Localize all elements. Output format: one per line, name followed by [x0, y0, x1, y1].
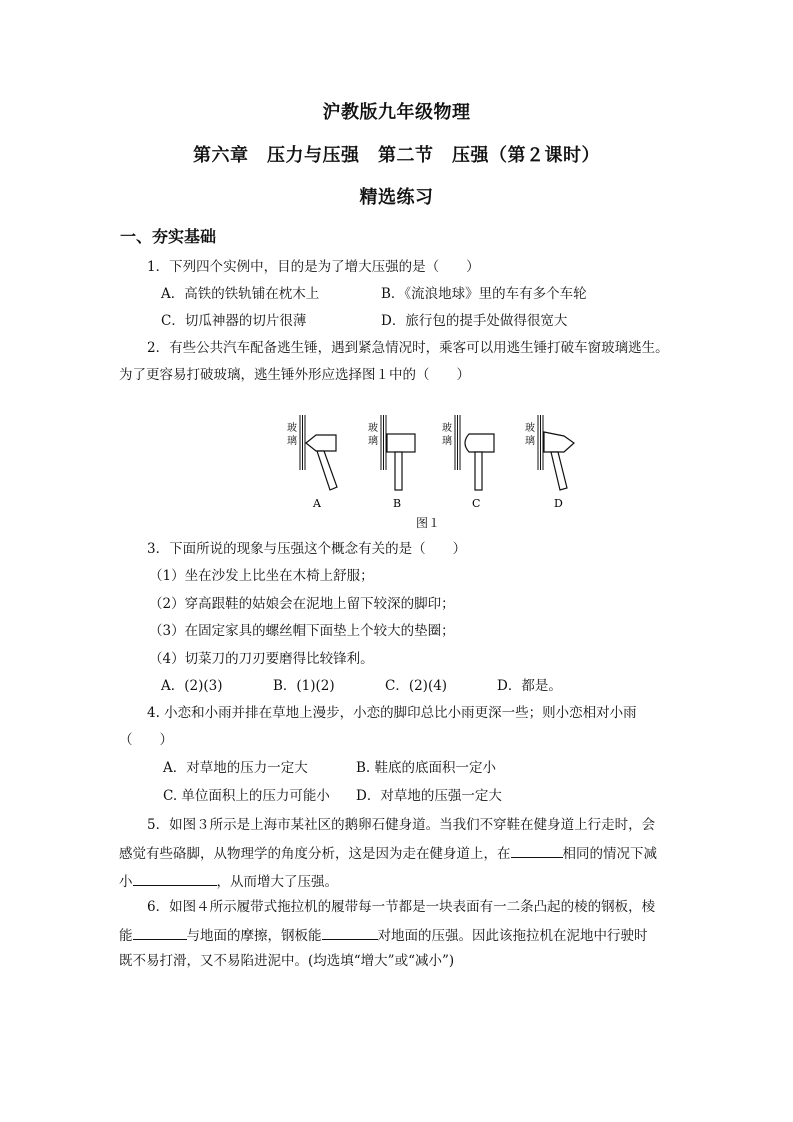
q6-line-2	[119, 925, 648, 945]
q4-option-b: B. 鞋底的底面积一定小	[356, 760, 497, 776]
q5-line-1: 5．如图３所示是上海市某社区的鹅卵石健身道。当我们不穿鞋在健身道上行走时，会	[147, 817, 656, 833]
glass-label-char-1: 玻	[287, 423, 297, 434]
q6-line-2-text-a: 能	[119, 928, 133, 944]
q4-option-a: A．对草地的压力一定大	[163, 760, 308, 776]
q3-option-b: B．(1)(2)	[273, 678, 335, 694]
q6-line-1: 6．如图４所示履带式拖拉机的履带每一节都是一块表面有一二条凸起的棱的钢板，棱	[147, 899, 656, 915]
glass-label-char-2: 璃	[287, 436, 297, 447]
q2-line-1: 2．有些公共汽车配备逃生锤，遇到紧急情况时，乘客可以用逃生锤打破车窗玻璃逃生。	[147, 340, 669, 356]
q3-option-d: D．都是。	[497, 678, 562, 694]
glass-label-char-2: 璃	[368, 436, 378, 447]
document-title: 沪教版九年级物理	[322, 102, 471, 123]
q5-line-3-text-b: ，从而增大了压强。	[216, 874, 338, 890]
option-label-b: B	[393, 497, 402, 510]
q1-stem: 1．下列四个实例中，目的是为了增大压强的是（ ）	[147, 259, 480, 275]
hammer-a-figure	[287, 415, 337, 510]
q3-item-3: （3）在固定家具的螺丝帽下面垫上个较大的垫圈；	[149, 623, 455, 639]
q5-line-2	[119, 843, 657, 863]
option-label-d: D	[554, 497, 563, 510]
q1-option-a: A．高铁的铁轨铺在枕木上	[161, 286, 320, 302]
q5-line-3	[119, 871, 338, 891]
chapter-title: 第六章 压力与压强 第二节 压强（第２课时）	[193, 145, 600, 166]
exercise-title: 精选练习	[359, 187, 434, 208]
q6-blank-1[interactable]	[133, 925, 187, 940]
q5-line-2-text-a: 感觉有些硌脚，从物理学的角度分析，这是因为走在健身道上，在	[119, 846, 511, 862]
q1-option-d: D．旅行包的提手处做得很宽大	[381, 313, 568, 329]
hammer-c-figure	[442, 415, 494, 510]
q4-line-2: （ ）	[119, 732, 173, 748]
glass-label-char-1: 玻	[525, 423, 535, 434]
option-label-c: C	[472, 497, 481, 510]
q3-stem: 3．下面所说的现象与压强这个概念有关的是（ ）	[147, 541, 467, 557]
q3-option-a: A．(2)(3)	[161, 678, 223, 694]
section-heading: 一、夯实基础	[120, 227, 217, 246]
figure-1-caption: 图１	[416, 516, 441, 530]
q6-line-2-text-c: 对地面的压强。因此该拖拉机在泥地中行驶时	[377, 928, 648, 944]
q5-line-2-text-b: 相同的情况下减	[562, 846, 657, 862]
q1-option-c: C．切瓜神器的切片很薄	[161, 313, 307, 329]
q5-line-3-text-a: 小	[119, 874, 133, 890]
q4-option-d: D．对草地的压强一定大	[356, 788, 502, 804]
glass-label-char-1: 玻	[442, 423, 452, 434]
option-label-a: A	[313, 497, 321, 510]
q3-option-c: C．(2)(4)	[385, 678, 448, 694]
hammer-d-figure	[525, 415, 574, 510]
q2-line-2: 为了更容易打破玻璃，逃生锤外形应选择图１中的（ ）	[119, 367, 470, 383]
q4-option-c: C. 单位面积上的压力可能小	[163, 788, 330, 804]
q3-item-2: （2）穿高跟鞋的姑娘会在泥地上留下较深的脚印；	[149, 596, 455, 612]
q6-line-3: 既不易打滑，又不易陷进泥中。(均选填“增大”或“减小”)	[119, 953, 455, 969]
q3-item-4: （4）切菜刀的刀刃要磨得比较锋利。	[149, 651, 374, 667]
glass-label-char-2: 璃	[525, 436, 535, 447]
q5-blank-2[interactable]	[133, 871, 217, 886]
q5-blank-1[interactable]	[511, 843, 563, 858]
hammer-b-figure	[368, 415, 415, 510]
q6-blank-2[interactable]	[322, 925, 378, 940]
glass-label-char-2: 璃	[442, 436, 452, 447]
q3-item-1: （1）坐在沙发上比坐在木椅上舒服；	[149, 568, 374, 584]
glass-label-char-1: 玻	[368, 423, 378, 434]
q6-line-2-text-b: 与地面的摩擦，钢板能	[186, 928, 322, 944]
q4-line-1: 4. 小恋和小雨并排在草地上漫步，小恋的脚印总比小雨更深一些；则小恋相对小雨	[147, 705, 637, 721]
q1-option-b: B．《流浪地球》里的车有多个车轮	[381, 286, 587, 302]
